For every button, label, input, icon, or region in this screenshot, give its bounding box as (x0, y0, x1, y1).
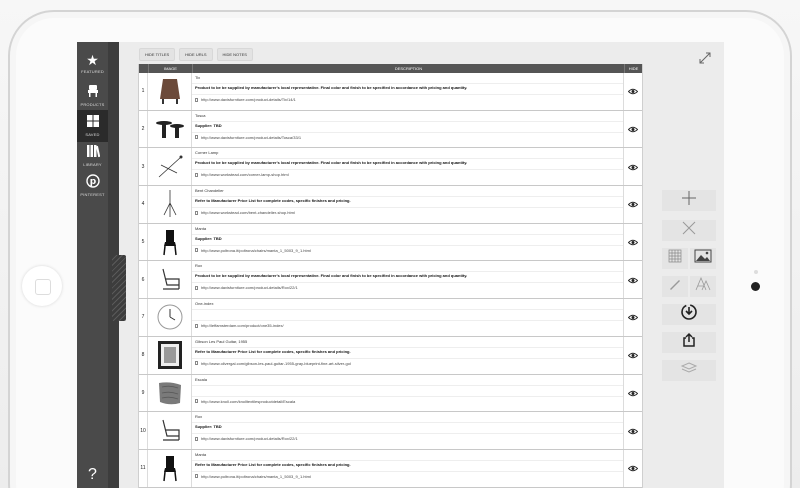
eye-icon (628, 459, 638, 477)
item-title[interactable]: Tosca (195, 112, 206, 118)
product-image (153, 113, 187, 145)
document-icon (195, 248, 198, 252)
item-url[interactable] (195, 474, 311, 479)
pinterest-icon (77, 170, 108, 192)
download-icon (680, 303, 698, 326)
svg-text:p: p (89, 177, 96, 187)
item-note[interactable]: Product to be be supplied by manufacturer's local representative. Final color and finish to be specified in accordance with pricing and quantity. (195, 273, 468, 279)
row-number: 1 (139, 73, 148, 110)
row-thumbnail[interactable] (148, 261, 192, 298)
item-note[interactable]: Supplier: TBD (195, 424, 222, 430)
eye-icon (628, 384, 638, 402)
row-number: 5 (139, 224, 148, 261)
table-header (139, 64, 642, 73)
nav-item-pinterest[interactable] (77, 170, 108, 202)
document-icon (195, 211, 198, 215)
table-row[interactable] (139, 73, 642, 111)
view-toggles (139, 48, 253, 61)
table-body (139, 73, 642, 488)
row-number: 9 (139, 375, 148, 412)
item-url-text: http://www.davisfurniture.com/product-details/Tosca/33/1 (201, 134, 302, 140)
hide-titles-button[interactable]: HIDE TITLES (139, 48, 175, 61)
nav-label: FEATURED (81, 69, 104, 74)
table-row[interactable] (139, 261, 642, 299)
hide-toggle[interactable] (624, 261, 642, 298)
close-icon (681, 220, 697, 241)
item-url-text: http://www.workstead.com/bent-chandelier-shop.html (201, 210, 295, 216)
row-description (192, 375, 624, 412)
hide-toggle[interactable] (624, 186, 642, 223)
product-image (153, 264, 187, 296)
item-url[interactable] (195, 399, 295, 404)
drag-handle[interactable] (112, 255, 126, 321)
item-note[interactable]: Refer to Manufacturer Price List for complete codes, specific finishes and pricing. (195, 461, 351, 467)
row-thumbnail[interactable] (148, 186, 192, 223)
row-number: 8 (139, 337, 148, 374)
download-button[interactable] (662, 304, 716, 325)
nav-label: LIBRARY (83, 162, 102, 167)
item-url-text: http://www.olivergal.com/gibson-les-paul-guitar-1955-gray-blueprint-fine-art-silver-gol (201, 360, 351, 366)
hide-toggle[interactable] (624, 450, 642, 487)
document-icon (195, 399, 198, 403)
layers-icon (680, 361, 698, 380)
hide-toggle[interactable] (624, 412, 642, 449)
plus-icon (681, 190, 697, 211)
item-note[interactable]: Refer to Manufacturer Price List for complete codes, specific finishes and pricing. (195, 198, 351, 204)
row-description (192, 450, 624, 487)
product-image (153, 226, 187, 258)
item-title[interactable]: Corner Lamp (195, 150, 219, 156)
eye-icon (628, 120, 638, 138)
row-thumbnail[interactable] (148, 412, 192, 449)
item-title[interactable]: Rox (195, 263, 203, 269)
chair-icon (77, 80, 108, 102)
delete-button[interactable] (662, 220, 716, 241)
eye-icon (628, 233, 638, 251)
hide-toggle[interactable] (624, 299, 642, 336)
product-image (153, 151, 187, 183)
row-thumbnail[interactable] (148, 111, 192, 148)
item-url[interactable] (195, 248, 311, 253)
nav-label: SAVED (85, 132, 100, 137)
grid-icon (77, 110, 108, 132)
hide-toggle[interactable] (624, 111, 642, 148)
row-number: 2 (139, 111, 148, 148)
item-url-text: http://www.davisfurniture.com/product-details/Rox/22/1 (201, 285, 298, 291)
hide-toggle[interactable] (624, 337, 642, 374)
item-url-text: http://www.poltrona.it/poltrona/chairs/manta_1_5003_9_1.html (201, 247, 311, 253)
books-icon (77, 140, 108, 162)
item-url[interactable] (195, 97, 296, 102)
hide-notes-button[interactable]: HIDE NOTES (217, 48, 253, 61)
row-description (192, 299, 624, 336)
item-note[interactable]: Refer to Manufacturer Price List for complete codes, specific finishes and pricing. (195, 348, 351, 354)
layers-button[interactable] (662, 360, 716, 381)
table-row[interactable] (139, 375, 642, 413)
row-thumbnail[interactable] (148, 450, 192, 487)
row-description (192, 412, 624, 449)
product-image (153, 188, 187, 220)
camera (751, 282, 760, 291)
item-title[interactable]: Manta (195, 451, 207, 457)
row-thumbnail[interactable] (148, 299, 192, 336)
table-row[interactable] (139, 148, 642, 186)
item-note[interactable]: Product to be be supplied by manufacturer's local representative. Final color and finish to be specified in accordance with pricing and quantity. (195, 85, 468, 90)
eye-icon (628, 158, 638, 176)
eye-icon (628, 346, 638, 364)
row-description (192, 224, 624, 261)
hide-toggle[interactable] (624, 73, 642, 110)
row-thumbnail[interactable] (148, 224, 192, 261)
item-title[interactable]: Escala (195, 376, 208, 382)
eye-icon (628, 271, 638, 289)
eye-icon (628, 82, 638, 100)
nav-item-products[interactable] (77, 80, 108, 112)
home-button[interactable] (22, 266, 62, 306)
item-title[interactable]: Manta (195, 225, 207, 231)
item-title[interactable]: Gibson Les Paul Guitar, 1955 (195, 338, 248, 344)
row-description (192, 111, 624, 148)
saved-items-table (138, 64, 643, 488)
document-icon (195, 437, 198, 441)
product-image (153, 339, 187, 371)
item-note[interactable]: Supplier: TBD (195, 235, 222, 241)
grid-icon (668, 249, 682, 268)
header-hide: HIDE (624, 64, 642, 73)
item-title[interactable]: Tix (195, 75, 201, 80)
table-row[interactable] (139, 224, 642, 262)
pencil-icon (668, 277, 682, 296)
item-url[interactable] (195, 361, 351, 366)
item-url[interactable] (195, 285, 298, 290)
grid-view-button[interactable] (662, 248, 688, 269)
item-title[interactable]: Rox (195, 414, 203, 420)
row-number: 10 (139, 412, 148, 449)
expand-icon[interactable] (697, 50, 713, 66)
nav-item-saved[interactable] (77, 110, 108, 142)
item-title[interactable]: Bent Chandelier (195, 188, 224, 194)
eye-icon (628, 195, 638, 213)
row-number: 7 (139, 299, 148, 336)
item-title[interactable]: One-index (195, 301, 214, 307)
document-icon (195, 361, 198, 365)
document-icon (195, 173, 198, 177)
table-row[interactable] (139, 111, 642, 149)
nav-item-featured[interactable] (77, 48, 108, 80)
product-image (153, 377, 187, 409)
item-url-text: http://leffamsterdam.com/product/one35-index/ (201, 323, 284, 329)
nav-label: PINTEREST (80, 192, 105, 197)
item-note[interactable]: Product to be be supplied by manufacturer's local representative. Final color and finish to be specified in accordance with pricing and quantity. (195, 160, 468, 166)
document-icon (195, 135, 198, 139)
row-number: 4 (139, 186, 148, 223)
product-image (153, 452, 187, 484)
hide-urls-button[interactable]: HIDE URLS (179, 48, 212, 61)
item-url[interactable] (195, 210, 295, 215)
row-number: 6 (139, 261, 148, 298)
product-image (153, 75, 187, 107)
eye-icon (628, 422, 638, 440)
header-image: IMAGE (148, 64, 192, 73)
image-button[interactable] (690, 248, 716, 269)
item-note[interactable]: Supplier: TBD (195, 122, 222, 128)
star-icon: ★ (86, 52, 99, 68)
row-description (192, 73, 624, 110)
table-row[interactable] (139, 337, 642, 375)
row-number: 11 (139, 450, 148, 487)
row-thumbnail[interactable] (148, 148, 192, 185)
help-button[interactable]: ? (88, 466, 97, 483)
sidebar-nav (77, 42, 108, 488)
row-description (192, 148, 624, 185)
row-description (192, 261, 624, 298)
row-thumbnail[interactable] (148, 375, 192, 412)
item-url-text: http://www.davisfurniture.com/product-details/Tix/14/1 (201, 97, 296, 102)
row-thumbnail[interactable] (148, 73, 192, 110)
document-icon (195, 324, 198, 328)
item-url[interactable] (195, 172, 289, 177)
header-description: DESCRIPTION (192, 64, 624, 73)
product-image (153, 301, 187, 333)
row-thumbnail[interactable] (148, 337, 192, 374)
item-url[interactable] (195, 436, 298, 441)
document-icon (195, 474, 198, 478)
table-row[interactable] (139, 186, 642, 224)
nav-label: PRODUCTS (80, 102, 105, 107)
table-row[interactable] (139, 299, 642, 337)
item-url-text: http://www.poltrona.it/poltrona/chairs/manta_1_5003_9_1.html (201, 473, 311, 479)
item-url-text: http://www.knoll.com/knolltextilesproductdetail/Escala (201, 398, 296, 404)
add-button[interactable] (662, 190, 716, 211)
document-icon (195, 286, 198, 290)
hide-toggle[interactable] (624, 148, 642, 185)
text-button[interactable] (690, 276, 716, 297)
product-image (153, 415, 187, 447)
table-row[interactable] (139, 412, 642, 450)
hide-toggle[interactable] (624, 375, 642, 412)
row-description (192, 337, 624, 374)
table-row[interactable] (139, 450, 642, 488)
row-description (192, 186, 624, 223)
eye-icon (628, 308, 638, 326)
light-sensor (754, 270, 758, 274)
item-url[interactable] (195, 323, 284, 328)
hide-toggle[interactable] (624, 224, 642, 261)
draw-button[interactable] (662, 276, 688, 297)
document-icon (195, 98, 198, 102)
item-url-text: http://www.workstead.com/corner-lamp-shop.html (201, 172, 289, 178)
item-url-text: http://www.davisfurniture.com/product-details/Rox/22/1 (201, 436, 298, 442)
item-url[interactable] (195, 135, 301, 140)
image-icon (694, 249, 712, 268)
nav-item-library[interactable] (77, 140, 108, 172)
row-number: 3 (139, 148, 148, 185)
app-screen (77, 42, 724, 488)
share-icon (682, 332, 696, 353)
text-icon (695, 277, 711, 296)
share-button[interactable] (662, 332, 716, 353)
